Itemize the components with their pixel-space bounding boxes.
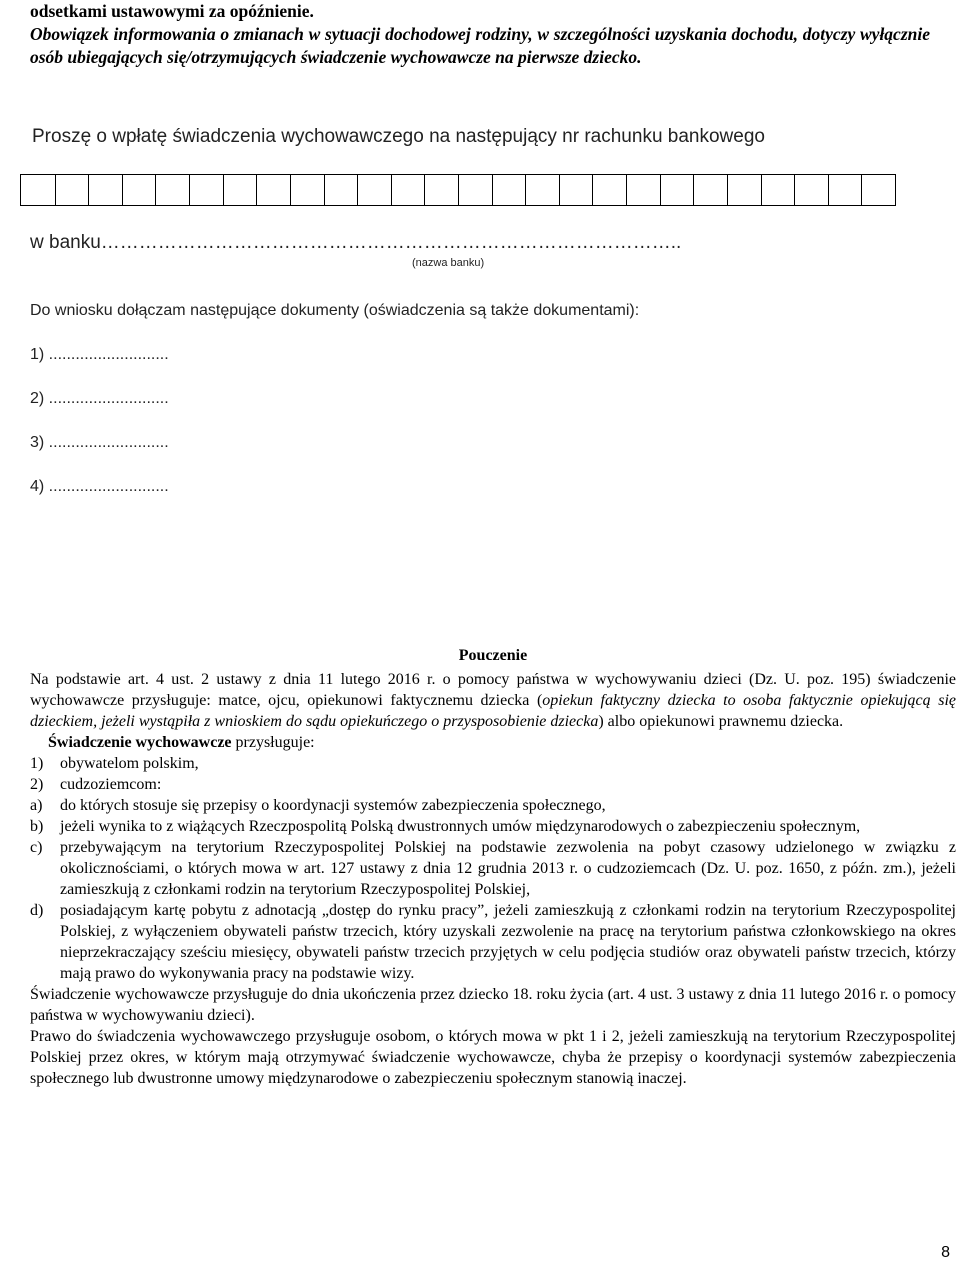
- account-cell-divider: [155, 175, 156, 205]
- account-cell-divider: [861, 175, 862, 205]
- instruction-paragraph-2: Świadczenie wychowawcze przysługuje:: [48, 734, 315, 751]
- bank-name-hint: (nazwa banku): [412, 257, 485, 269]
- instruction-paragraph-4: Prawo do świadczenia wychowawczego przysługuje osobom, o których mowa w pkt 1 i 2, jeżeli zamieszkują na terytorium Rzeczypospolitej Polskiej przez okres, w którym mają otrzymywać świadczenie wychowawcze, chyba że przepisy o koordynacji systemów zabezpieczenia społecznego lub dwustronne umowy międzynarodowe o zabezpieczeniu społecznym stanowią inaczej.: [30, 1028, 956, 1087]
- account-cell-divider: [592, 175, 593, 205]
- list-item-2: 2) cudzoziemcom:: [30, 776, 162, 793]
- document-item-4[interactable]: 4) ...........................: [30, 478, 169, 495]
- document-item-1[interactable]: 1) ...........................: [30, 346, 169, 363]
- account-cell-divider: [559, 175, 560, 205]
- document-item-3[interactable]: 3) ...........................: [30, 434, 169, 451]
- account-cell-divider: [458, 175, 459, 205]
- account-cell-divider: [256, 175, 257, 205]
- account-request-text: Proszę o wpłatę świadczenia wychowawczego na następujący nr rachunku bankowego: [32, 126, 765, 147]
- info-obligation-paragraph: Obowiązek informowania o zmianach w sytuacji dochodowej rodziny, w szczególności uzyskania dochodu, dotyczy wyłącznie osób ubiegających się/otrzymujących świadczenie wychowawcze na pierwsze dziecko.: [30, 24, 930, 67]
- account-cell-divider: [55, 175, 56, 205]
- account-cell-divider: [525, 175, 526, 205]
- instruction-paragraph-1: Na podstawie art. 4 ust. 2 ustawy z dnia 11 lutego 2016 r. o pomocy państwa w wychowywaniu dzieci (Dz. U. poz. 195) świadczenie wychowawcze przysługuje: matce, ojcu, opiekunowi faktycznemu dziecka (opiekun faktyczny dziecka to osoba faktycznie opiekującą się dzieckiem, jeżeli wystąpiła z wnioskiem do sądu opiekuńczego o przysposobienie dziecka) albo opiekunowi prawnemu dziecka.: [30, 671, 956, 730]
- list-item-d: d) posiadającym kartę pobytu z adnotacją „dostęp do rynku pracy”, jeżeli zamieszkują z członkami rodzin na terytorium Rzeczypospolitej Polskiej, z wyłączeniem obywateli państw trzecich, który uzyskali zezwolenie na pracę na terytorium państwa członkowskiego na okres nieprzekraczający sześciu miesięcy, obywateli państw trzecich przyjętych w celu podjęcia studiów oraz obywateli państw trzecich, którzy mają prawo do wykonywania pracy na podstawie wizy.: [30, 902, 956, 982]
- account-cell-divider: [223, 175, 224, 205]
- account-cell-divider: [626, 175, 627, 205]
- account-cell-divider: [391, 175, 392, 205]
- account-cell-divider: [727, 175, 728, 205]
- list-item-1: 1) obywatelom polskim,: [30, 755, 199, 772]
- document-item-2[interactable]: 2) ...........................: [30, 390, 169, 407]
- top-notice: [30, 0, 930, 69]
- list-item-c: c) przebywającym na terytorium Rzeczypospolitej Polskiej na podstawie zezwolenia na pobyt czasowy udzielonego w związku z okolicznościami, o których mowa w art. 127 ustawy z dnia 12 grudnia 2013 r. o cudzoziemcach (Dz. U. poz. 1650, z późn. zm.), jeżeli zamieszkują z członkami rodzin na terytorium Rzeczypospolitej Polskiej,: [30, 839, 956, 898]
- account-cell-divider: [660, 175, 661, 205]
- documents-intro: Do wniosku dołączam następujące dokumenty (oświadczenia są także dokumentami):: [30, 302, 640, 319]
- account-cell-divider: [324, 175, 325, 205]
- account-cell-divider: [122, 175, 123, 205]
- account-cell-divider: [794, 175, 795, 205]
- instruction-paragraph-3: Świadczenie wychowawcze przysługuje do dnia ukończenia przez dziecko 18. roku życia (art. 4 ust. 3 ustawy z dnia 11 lutego 2016 r. o pomocy państwa w wychowywaniu dzieci).: [30, 986, 956, 1024]
- bank-name-field[interactable]: w banku………………………………………………………………………………..: [30, 232, 682, 253]
- account-cell-divider: [189, 175, 190, 205]
- instruction-body: [30, 669, 956, 1089]
- account-cell-divider: [290, 175, 291, 205]
- account-cell-divider: [492, 175, 493, 205]
- interest-line: odsetkami ustawowymi za opóźnienie.: [30, 1, 314, 21]
- account-cell-divider: [357, 175, 358, 205]
- account-cell-divider: [828, 175, 829, 205]
- list-item-b: b) jeżeli wynika to z wiążących Rzeczpospolitą Polską dwustronnych umów międzynarodowych o zabezpieczeniu społecznym,: [30, 818, 861, 835]
- account-cell-divider: [693, 175, 694, 205]
- account-cell-divider: [424, 175, 425, 205]
- account-number-boxes[interactable]: [20, 174, 896, 206]
- account-cell-divider: [88, 175, 89, 205]
- list-item-a: a) do których stosuje się przepisy o koordynacji systemów zabezpieczenia społecznego,: [30, 797, 606, 814]
- account-cell-divider: [761, 175, 762, 205]
- instruction-title: Pouczenie: [458, 647, 528, 664]
- page-number: 8: [941, 1244, 950, 1261]
